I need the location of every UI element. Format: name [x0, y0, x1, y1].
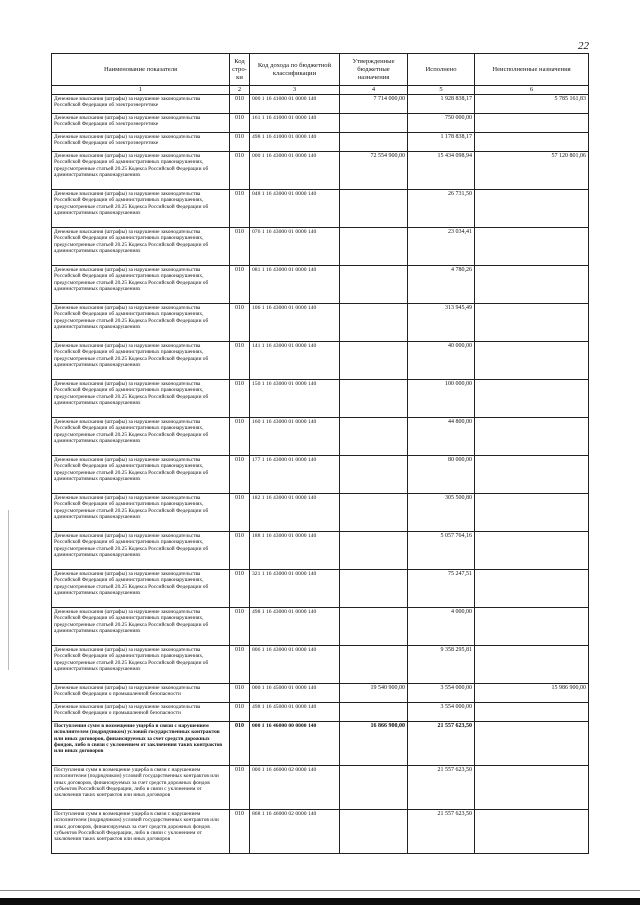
header-approved: Утвержденные бюджетные назначения — [340, 54, 408, 86]
row-name: Денежные взыскания (штрафы) за нарушение законодательства Российской Федерации об административных правонарушениях, предусмотренные статьей 20.25 Кодекса Российской Федерации об административных правонарушениях — [52, 152, 230, 190]
row-executed: 40 000,00 — [408, 342, 475, 380]
table-row — [52, 152, 589, 190]
scan-margin-line — [8, 510, 9, 670]
row-executed: 21 557 623,50 — [408, 722, 475, 766]
row-budget-code: 000 1 16 43000 01 0000 140 — [250, 152, 340, 190]
row-budget-code: 000 1 16 41000 01 0000 140 — [250, 95, 340, 114]
row-name: Денежные взыскания (штрафы) за нарушение законодательства Российской Федерации об административных правонарушениях, предусмотренные статьей 20.25 Кодекса Российской Федерации об административных правонарушениях — [52, 304, 230, 342]
header-unexecuted: Неисполненные назначения — [475, 54, 589, 86]
table-row — [52, 342, 589, 380]
row-budget-code: 106 1 16 43000 01 0000 140 — [250, 304, 340, 342]
budget-execution-table — [51, 53, 589, 854]
row-name: Поступления сумм в возмещение ущерба в связи с нарушением исполнителем (подрядчиком) условий государственных контрактов или иных договоров, финансируемых за счет средств дорожных фондов, либо в связи с уклонением от заключения таких контрактов или иных договоров — [52, 722, 230, 766]
row-approved: 19 540 900,00 — [340, 684, 408, 703]
table-row — [52, 646, 589, 684]
table-row — [52, 766, 589, 810]
table-row — [52, 608, 589, 646]
row-line-code: 010 — [230, 703, 250, 722]
row-approved — [340, 114, 408, 133]
row-approved — [340, 266, 408, 304]
row-name: Денежные взыскания (штрафы) за нарушение законодательства Российской Федерации об административных правонарушениях, предусмотренные статьей 20.25 Кодекса Российской Федерации об административных правонарушениях — [52, 570, 230, 608]
row-approved: 72 554 900,00 — [340, 152, 408, 190]
row-approved — [340, 304, 408, 342]
row-budget-code: 150 1 16 43000 01 0000 140 — [250, 380, 340, 418]
row-line-code: 010 — [230, 342, 250, 380]
row-executed: 100 000,00 — [408, 380, 475, 418]
row-line-code: 010 — [230, 380, 250, 418]
table-row — [52, 304, 589, 342]
row-unexecuted — [475, 722, 589, 766]
table-row — [52, 684, 589, 703]
row-executed: 1 928 838,17 — [408, 95, 475, 114]
table-row — [52, 228, 589, 266]
row-line-code: 010 — [230, 190, 250, 228]
scan-bottom-bar — [0, 898, 640, 905]
row-unexecuted: 57 120 801,06 — [475, 152, 589, 190]
table-row — [52, 133, 589, 152]
row-approved — [340, 190, 408, 228]
row-unexecuted — [475, 810, 589, 854]
header-executed: Исполнено — [408, 54, 475, 86]
table-row — [52, 722, 589, 766]
row-approved: 7 714 000,00 — [340, 95, 408, 114]
header-budget-code: Код дохода по бюджетной классификации — [250, 54, 340, 86]
row-unexecuted — [475, 266, 589, 304]
row-budget-code: 188 1 16 43000 01 0000 140 — [250, 532, 340, 570]
column-number: 1 — [52, 86, 230, 95]
row-approved — [340, 380, 408, 418]
row-name: Денежные взыскания (штрафы) за нарушение законодательства Российской Федерации об административных правонарушениях, предусмотренные статьей 20.25 Кодекса Российской Федерации об административных правонарушениях — [52, 456, 230, 494]
row-budget-code: 498 1 16 41000 01 0000 140 — [250, 133, 340, 152]
row-name: Денежные взыскания (штрафы) за нарушение законодательства Российской Федерации об административных правонарушениях, предусмотренные статьей 20.25 Кодекса Российской Федерации об административных правонарушениях — [52, 646, 230, 684]
row-unexecuted — [475, 608, 589, 646]
row-budget-code: 806 1 16 43000 01 0000 140 — [250, 646, 340, 684]
row-name: Денежные взыскания (штрафы) за нарушение законодательства Российской Федерации о промышленной безопасности — [52, 684, 230, 703]
row-unexecuted — [475, 494, 589, 532]
row-approved: 16 866 900,00 — [340, 722, 408, 766]
table-row — [52, 456, 589, 494]
table-row — [52, 532, 589, 570]
row-line-code: 010 — [230, 810, 250, 854]
row-name: Денежные взыскания (штрафы) за нарушение законодательства Российской Федерации об административных правонарушениях, предусмотренные статьей 20.25 Кодекса Российской Федерации об административных правонарушениях — [52, 228, 230, 266]
row-line-code: 010 — [230, 532, 250, 570]
row-line-code: 010 — [230, 456, 250, 494]
table-row — [52, 810, 589, 854]
row-unexecuted — [475, 228, 589, 266]
row-name: Денежные взыскания (штрафы) за нарушение законодательства Российской Федерации об электроэнергетике — [52, 95, 230, 114]
table-row — [52, 418, 589, 456]
row-budget-code: 141 1 16 43000 01 0000 140 — [250, 342, 340, 380]
row-name: Поступления сумм в возмещение ущерба в связи с нарушением исполнителем (подрядчиком) условий государственных контрактов или иных договоров, финансируемых за счет средств дорожных фондов субъектов Российской Федерации, либо в связи с уклонением от заключения таких контрактов или иных договоров — [52, 810, 230, 854]
column-number: 3 — [250, 86, 340, 95]
column-number: 2 — [230, 86, 250, 95]
table-row — [52, 703, 589, 722]
table-row — [52, 570, 589, 608]
column-number: 5 — [408, 86, 475, 95]
row-name: Денежные взыскания (штрафы) за нарушение законодательства Российской Федерации об электроэнергетике — [52, 133, 230, 152]
header-line-code: Код стро- ки — [230, 54, 250, 86]
row-approved — [340, 570, 408, 608]
row-line-code: 010 — [230, 608, 250, 646]
row-name: Денежные взыскания (штрафы) за нарушение законодательства Российской Федерации об административных правонарушениях, предусмотренные статьей 20.25 Кодекса Российской Федерации об административных правонарушениях — [52, 418, 230, 456]
row-executed: 44 800,00 — [408, 418, 475, 456]
row-budget-code: 182 1 16 43000 01 0000 140 — [250, 494, 340, 532]
row-approved — [340, 342, 408, 380]
row-unexecuted — [475, 532, 589, 570]
row-approved — [340, 456, 408, 494]
table-row — [52, 266, 589, 304]
row-budget-code: 177 1 16 43000 01 0000 140 — [250, 456, 340, 494]
row-budget-code: 076 1 16 43000 01 0000 140 — [250, 228, 340, 266]
row-name: Поступления сумм в возмещение ущерба в связи с нарушением исполнителем (подрядчиком) условий государственных контрактов или иных договоров, финансируемых за счет средств дорожных фондов субъектов Российской Федерации, либо в связи с уклонением от заключения таких контрактов или иных договоров — [52, 766, 230, 810]
row-approved — [340, 228, 408, 266]
row-approved — [340, 494, 408, 532]
row-name: Денежные взыскания (штрафы) за нарушение законодательства Российской Федерации об административных правонарушениях, предусмотренные статьей 20.25 Кодекса Российской Федерации об административных правонарушениях — [52, 608, 230, 646]
row-unexecuted — [475, 646, 589, 684]
row-line-code: 010 — [230, 95, 250, 114]
row-budget-code: 498 1 16 43000 01 0000 140 — [250, 608, 340, 646]
row-executed: 80 000,00 — [408, 456, 475, 494]
row-executed: 3 554 000,00 — [408, 684, 475, 703]
row-unexecuted — [475, 342, 589, 380]
row-executed: 9 358 295,81 — [408, 646, 475, 684]
row-line-code: 010 — [230, 152, 250, 190]
row-executed: 5 057 764,16 — [408, 532, 475, 570]
row-approved — [340, 703, 408, 722]
row-name: Денежные взыскания (штрафы) за нарушение законодательства Российской Федерации об административных правонарушениях, предусмотренные статьей 20.25 Кодекса Российской Федерации об административных правонарушениях — [52, 494, 230, 532]
row-line-code: 010 — [230, 304, 250, 342]
row-executed: 750 000,00 — [408, 114, 475, 133]
row-executed: 21 557 623,50 — [408, 810, 475, 854]
row-name: Денежные взыскания (штрафы) за нарушение законодательства Российской Федерации об административных правонарушениях, предусмотренные статьей 20.25 Кодекса Российской Федерации об административных правонарушениях — [52, 190, 230, 228]
row-line-code: 010 — [230, 570, 250, 608]
row-approved — [340, 608, 408, 646]
row-executed: 23 034,41 — [408, 228, 475, 266]
row-unexecuted: 5 785 161,83 — [475, 95, 589, 114]
row-budget-code: 498 1 16 45000 01 0000 140 — [250, 703, 340, 722]
row-unexecuted — [475, 190, 589, 228]
row-unexecuted — [475, 456, 589, 494]
row-approved — [340, 532, 408, 570]
row-budget-code: 321 1 16 43000 01 0000 140 — [250, 570, 340, 608]
row-line-code: 010 — [230, 266, 250, 304]
scan-edge-line — [0, 890, 640, 891]
row-budget-code: 000 1 16 46000 00 0000 140 — [250, 722, 340, 766]
row-executed: 21 557 623,50 — [408, 766, 475, 810]
row-approved — [340, 766, 408, 810]
row-name: Денежные взыскания (штрафы) за нарушение законодательства Российской Федерации о промышленной безопасности — [52, 703, 230, 722]
row-budget-code: 081 1 16 43000 01 0000 140 — [250, 266, 340, 304]
row-executed: 4 000,00 — [408, 608, 475, 646]
row-line-code: 010 — [230, 684, 250, 703]
row-executed: 313 945,49 — [408, 304, 475, 342]
row-line-code: 010 — [230, 114, 250, 133]
row-budget-code: 160 1 16 43000 01 0000 140 — [250, 418, 340, 456]
header-name: Наименование показателя — [52, 54, 230, 86]
row-executed: 75 247,51 — [408, 570, 475, 608]
row-executed: 305 500,80 — [408, 494, 475, 532]
row-budget-code: 161 1 16 41000 01 0000 140 — [250, 114, 340, 133]
row-unexecuted — [475, 570, 589, 608]
row-budget-code: 000 1 16 45000 01 0000 140 — [250, 684, 340, 703]
row-name: Денежные взыскания (штрафы) за нарушение законодательства Российской Федерации об административных правонарушениях, предусмотренные статьей 20.25 Кодекса Российской Федерации об административных правонарушениях — [52, 266, 230, 304]
row-name: Денежные взыскания (штрафы) за нарушение законодательства Российской Федерации об электроэнергетике — [52, 114, 230, 133]
row-unexecuted — [475, 304, 589, 342]
row-unexecuted — [475, 114, 589, 133]
table-row — [52, 190, 589, 228]
row-approved — [340, 810, 408, 854]
row-unexecuted — [475, 418, 589, 456]
row-unexecuted — [475, 133, 589, 152]
row-unexecuted — [475, 766, 589, 810]
row-budget-code: 048 1 16 43000 01 0000 140 — [250, 190, 340, 228]
table-row — [52, 114, 589, 133]
row-line-code: 010 — [230, 133, 250, 152]
row-executed: 3 554 000,00 — [408, 703, 475, 722]
row-line-code: 010 — [230, 722, 250, 766]
row-budget-code: 000 1 16 46000 02 0000 140 — [250, 766, 340, 810]
column-number-row — [52, 86, 589, 95]
row-unexecuted — [475, 380, 589, 418]
row-line-code: 010 — [230, 766, 250, 810]
row-line-code: 010 — [230, 646, 250, 684]
row-name: Денежные взыскания (штрафы) за нарушение законодательства Российской Федерации об административных правонарушениях, предусмотренные статьей 20.25 Кодекса Российской Федерации об административных правонарушениях — [52, 380, 230, 418]
row-executed: 1 178 838,17 — [408, 133, 475, 152]
row-name: Денежные взыскания (штрафы) за нарушение законодательства Российской Федерации об административных правонарушениях, предусмотренные статьей 20.25 Кодекса Российской Федерации об административных правонарушениях — [52, 342, 230, 380]
column-number: 6 — [475, 86, 589, 95]
row-executed: 4 780,26 — [408, 266, 475, 304]
row-executed: 26 731,50 — [408, 190, 475, 228]
table-row — [52, 380, 589, 418]
page-number: 22 — [578, 40, 589, 52]
row-name: Денежные взыскания (штрафы) за нарушение законодательства Российской Федерации об административных правонарушениях, предусмотренные статьей 20.25 Кодекса Российской Федерации об административных правонарушениях — [52, 532, 230, 570]
table-row — [52, 494, 589, 532]
row-line-code: 010 — [230, 228, 250, 266]
row-line-code: 010 — [230, 494, 250, 532]
row-unexecuted — [475, 703, 589, 722]
row-approved — [340, 646, 408, 684]
row-unexecuted: 15 986 900,00 — [475, 684, 589, 703]
table-row — [52, 95, 589, 114]
row-executed: 15 434 098,94 — [408, 152, 475, 190]
row-line-code: 010 — [230, 418, 250, 456]
row-budget-code: 868 1 16 46000 02 0000 140 — [250, 810, 340, 854]
row-approved — [340, 133, 408, 152]
row-approved — [340, 418, 408, 456]
column-number: 4 — [340, 86, 408, 95]
